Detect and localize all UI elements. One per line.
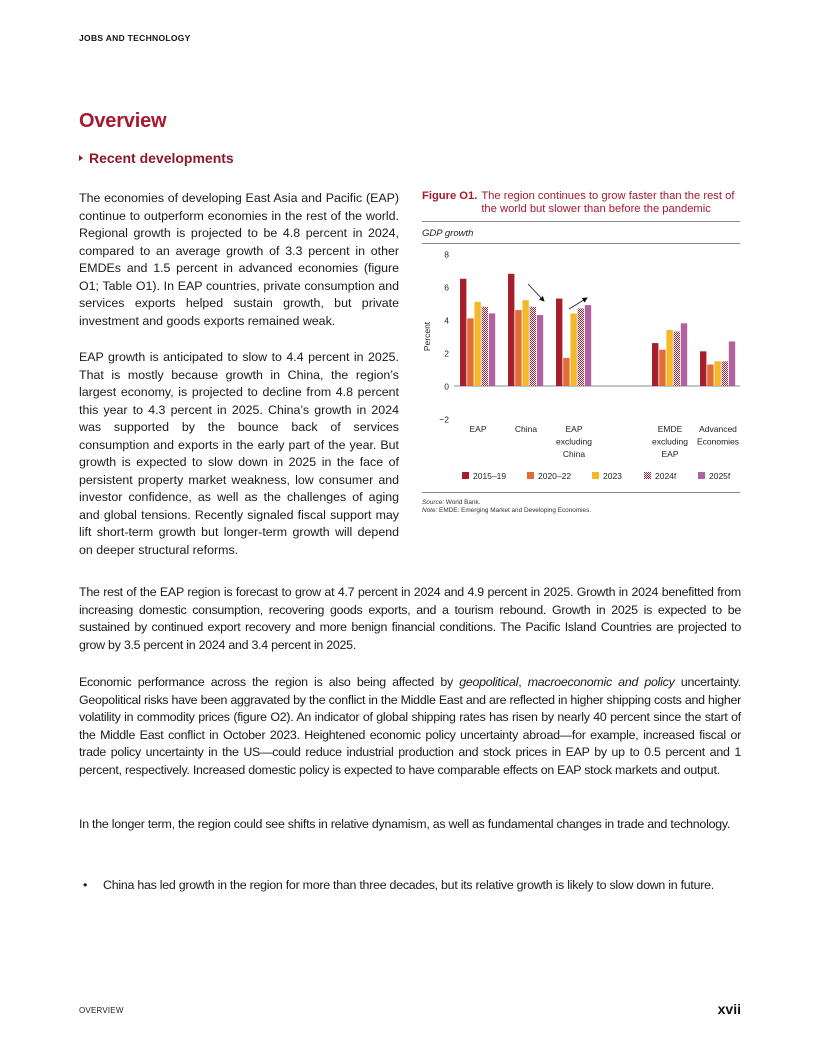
- figure-title-text: The region continues to grow faster than the rest of the world but slower than before the pandemic: [481, 190, 735, 215]
- paragraph-4-text: Economic performance across the region is also being affected by: [79, 675, 460, 689]
- paragraph-5: In the longer term, the region could see shifts in relative dynamism, as well as fundamental changes in trade and technology.: [79, 817, 731, 831]
- bar-2025f: [729, 341, 735, 386]
- bar-2015–19: [556, 299, 562, 386]
- paragraph-3: The rest of the EAP region is forecast to grow at 4.7 percent in 2024 and 4.9 percent in 2025. Growth in 2024 benefitted from increasing domestic consumption, recovering goods exports, and a tourism rebound. Growth in 2025 is expected to be sustained by continued export recovery and more benign financial conditions. The Pacific Island Countries are projected to grow by 3.5 percent in 2024 and 3.4 percent in 2025.: [79, 585, 741, 652]
- y-tick-label: −2: [439, 414, 449, 425]
- bar-2023: [666, 330, 672, 386]
- bar-2025f: [537, 315, 543, 386]
- legend-label: 2025f: [709, 471, 731, 481]
- figure-label: Figure O1.: [422, 190, 478, 202]
- figure-subtitle: GDP growth: [422, 228, 474, 239]
- bar-2024f: [530, 307, 536, 386]
- paragraph-4-text: ,: [518, 675, 528, 689]
- bullet-list-item: [83, 877, 741, 895]
- bar-chart: [422, 244, 740, 488]
- bullet-icon: •: [83, 878, 88, 892]
- bar-2015–19: [508, 274, 514, 386]
- bar-2025f: [585, 305, 591, 386]
- figure-o1: [422, 190, 740, 515]
- bar-2015–19: [460, 279, 466, 386]
- figure-source: [422, 499, 740, 515]
- emphasis-geopolitical: geopolitical: [459, 675, 519, 689]
- legend-swatch: [592, 472, 599, 479]
- bar-2024f: [482, 307, 488, 386]
- legend-swatch: [462, 472, 469, 479]
- source-text: World Bank.: [444, 499, 481, 506]
- triangle-bullet-icon: [79, 155, 83, 161]
- bar-2023: [714, 361, 720, 386]
- bar-2023: [522, 300, 528, 386]
- legend-label: 2024f: [655, 471, 677, 481]
- bar-2020–22: [563, 358, 569, 386]
- legend-swatch: [644, 472, 651, 479]
- bar-2023: [570, 313, 576, 386]
- note-label: Note:: [422, 507, 438, 514]
- section-heading-text: Recent developments: [89, 150, 234, 166]
- bar-2023: [474, 302, 480, 386]
- x-category-label: China: [514, 424, 538, 434]
- legend-label: 2015–19: [473, 471, 507, 481]
- paragraph-2: EAP growth is anticipated to slow to 4.4 percent in 2025. That is mostly because growth in China, the region’s largest economy, is projected to decline from 4.8 percent this year to 4.3 percent in 2025. China’s growth in 2024 was supported by the bounce back of services consumption and exports in the early part of the year. But growth is expected to slow down in 2025 in the face of persistent property market weakness, low consumer and investor confidence, as well as the challenges of aging and global tensions. Recently signaled fiscal support may lift short-term growth but longer-term growth will depend on deeper structural reforms.: [79, 350, 399, 557]
- paragraph-4: [79, 674, 741, 779]
- legend-swatch: [698, 472, 705, 479]
- emphasis-macro-policy: macroeconomic and policy: [527, 675, 675, 689]
- bar-2015–19: [700, 351, 706, 386]
- bar-2020–22: [467, 318, 473, 386]
- running-head: JOBS AND TECHNOLOGY: [79, 33, 191, 43]
- x-category-label: EAP: [565, 424, 583, 434]
- bar-2024f: [674, 332, 680, 386]
- arrow-up-icon: [569, 298, 587, 309]
- y-tick-label: 4: [444, 315, 449, 326]
- figure-title: [422, 190, 740, 216]
- bar-2025f: [489, 313, 495, 386]
- x-category-label: excluding: [556, 436, 592, 447]
- x-category-label: excluding: [652, 436, 688, 447]
- legend-swatch: [527, 472, 534, 479]
- y-tick-label: 0: [444, 381, 449, 392]
- bullet-text: China has led growth in the region for more than three decades, but its relative growth is likely to slow down in future.: [103, 878, 714, 892]
- x-category-label: EAP: [661, 449, 679, 459]
- bar-2020–22: [515, 310, 521, 386]
- y-axis-label: Percent: [422, 321, 432, 352]
- paragraph-4-text: uncertainty. Geopolitical risks have been aggravated by the conflict in the Middle East and are reflected in higher shipping costs and higher volatility in commodity prices (figure O2). An indicator of global shipping rates has risen by nearly 40 percent since the start of the Middle East conflict in October 2023. Heightened economic policy uncertainty abroad—for example, increased fiscal or trade policy uncertainty in the US—could reduce industrial production and stock prices in EAP by up to 0.5 percent and 1 percent, respectively. Increased domestic policy is expected to have comparable effects on EAP stock markets and output.: [79, 675, 741, 777]
- x-category-label: Economies: [696, 436, 740, 447]
- paragraph-1: The economies of developing East Asia and Pacific (EAP) continue to outperform economies in the rest of the world. Regional growth is projected to be 4.8 percent in 2024, compared to an average growth of 3.3 percent in other EMDEs and 1.5 percent in advanced economies (figure O1; Table O1). In EAP countries, private consumption and services exports helped sustain growth, but private investment and goods exports remained weak.: [79, 191, 399, 328]
- y-tick-label: 8: [444, 249, 449, 260]
- arrow-down-icon: [528, 284, 544, 301]
- legend-label: 2020–22: [538, 471, 572, 481]
- note-text: EMDE: Emerging Market and Developing Economies.: [437, 507, 592, 514]
- x-category-label: China: [562, 449, 586, 459]
- bar-2020–22: [659, 350, 665, 386]
- footer-section: OVERVIEW: [79, 1006, 124, 1015]
- source-label: Source:: [422, 499, 445, 506]
- page-number: xvii: [717, 1001, 741, 1017]
- legend-label: 2023: [603, 471, 622, 481]
- x-category-label: Advanced: [699, 424, 737, 434]
- section-heading: [79, 150, 234, 166]
- x-category-label: EAP: [469, 424, 487, 434]
- chart-canvas: [422, 244, 740, 488]
- bar-2020–22: [707, 365, 713, 386]
- x-category-label: EMDE: [657, 424, 683, 434]
- bar-2024f: [578, 308, 584, 386]
- bar-2015–19: [652, 343, 658, 386]
- bar-2025f: [681, 323, 687, 386]
- divider: [422, 492, 740, 493]
- page-title: Overview: [79, 110, 167, 132]
- y-tick-label: 6: [444, 282, 449, 293]
- y-tick-label: 2: [444, 348, 449, 359]
- bar-2024f: [722, 361, 728, 386]
